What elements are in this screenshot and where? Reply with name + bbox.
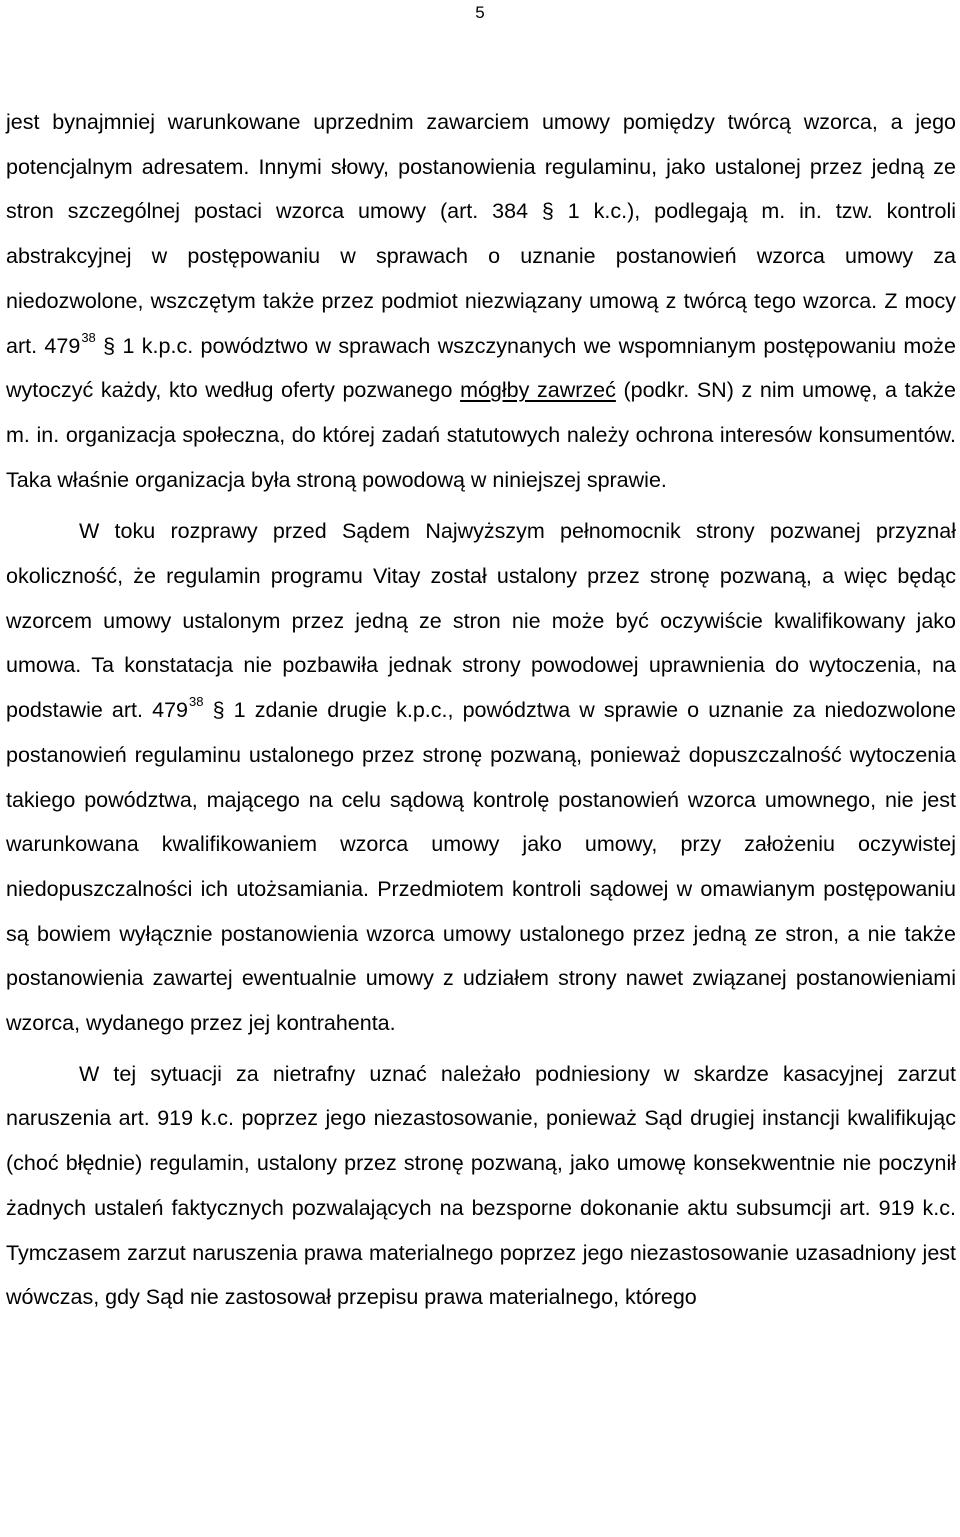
paragraph-3 (6, 1052, 956, 1320)
document-body (6, 100, 956, 1320)
paragraph-2-text-a: W toku rozprawy przed Sądem Najwyższym pełnomocnik strony pozwanej przyznał okoliczność, że regulamin programu Vitay został ustalony przez stronę pozwaną, a więc będąc wzorcem umowy ustalonym przez jedną ze stron nie może być oczywiście kwalifikowany jako umowa. Ta konstatacja nie pozbawiła jednak strony powodowej uprawnienia do wytoczenia, na podstawie art. 479 (6, 519, 956, 723)
page-number: 5 (475, 3, 485, 22)
paragraph-3-text: W tej sytuacji za nietrafny uznać należało podniesiony w skardze kasacyjnej zarzut naruszenia art. 919 k.c. poprzez jego niezastosowanie, ponieważ Sąd drugiej instancji kwalifikując (choć błędnie) regulamin, ustalony przez stronę pozwaną, jako umowę konsekwentnie nie poczynił żadnych ustaleń faktycznych pozwalających na bezsporne dokonanie aktu subsumcji art. 919 k.c. Tymczasem zarzut naruszenia prawa materialnego poprzez jego niezastosowanie uzasadniony jest wówczas, gdy Sąd nie zastosował przepisu prawa materialnego, którego (6, 1061, 956, 1310)
paragraph-2 (6, 509, 956, 1045)
paragraph-1-superscript: 38 (81, 329, 96, 345)
paragraph-1-underlined: mógłby zawrzeć (460, 378, 616, 403)
paragraph-1 (6, 100, 956, 502)
paragraph-1-text-b: § 1 k.p.c. powództwo w sprawach wszczynanych we wspomnianym postępowaniu może wytoczyć każdy, kto według oferty pozwanego (6, 333, 956, 403)
paragraph-2-superscript: 38 (189, 694, 204, 710)
paragraph-2-text-b: § 1 zdanie drugie k.p.c., powództwa w sprawie o uznanie za niedozwolone postanowień regulaminu ustalonego przez stronę pozwaną, ponieważ dopuszczalność wytoczenia takiego powództwa, mającego na celu sądową kontrolę postanowień wzorca umownego, nie jest warunkowana kwalifikowaniem wzorca umowy jako umowy, przy założeniu oczywistej niedopuszczalności ich utożsamiania. Przedmiotem kontroli sądowej w omawianym postępowaniu są bowiem wyłącznie postanowienia wzorca umowy ustalonego przez jedną ze stron, a nie także postanowienia zawartej ewentualnie umowy z udziałem strony nawet związanej postanowieniami wzorca, wydanego przez jej kontrahenta. (6, 698, 956, 1036)
paragraph-1-text-a: jest bynajmniej warunkowane uprzednim zawarciem umowy pomiędzy twórcą wzorca, a jego potencjalnym adresatem. Innymi słowy, postanowienia regulaminu, jako ustalonej przez jedną ze stron szczególnej postaci wzorca umowy (art. 384 § 1 k.c.), podlegają m. in. tzw. kontroli abstrakcyjnej w postępowaniu w sprawach o uznanie postanowień wzorca umowy za niedozwolone, wszczętym także przez podmiot niezwiązany umową z twórcą tego wzorca. Z mocy art. 479 (6, 110, 956, 358)
paragraph-1-text-c: (podkr. SN) z nim umowę, a także m. in. organizacja społeczna, do której zadań statutowych należy ochrona interesów konsumentów. Taka właśnie organizacja była stroną powodową w niniejszej sprawie. (6, 378, 957, 492)
